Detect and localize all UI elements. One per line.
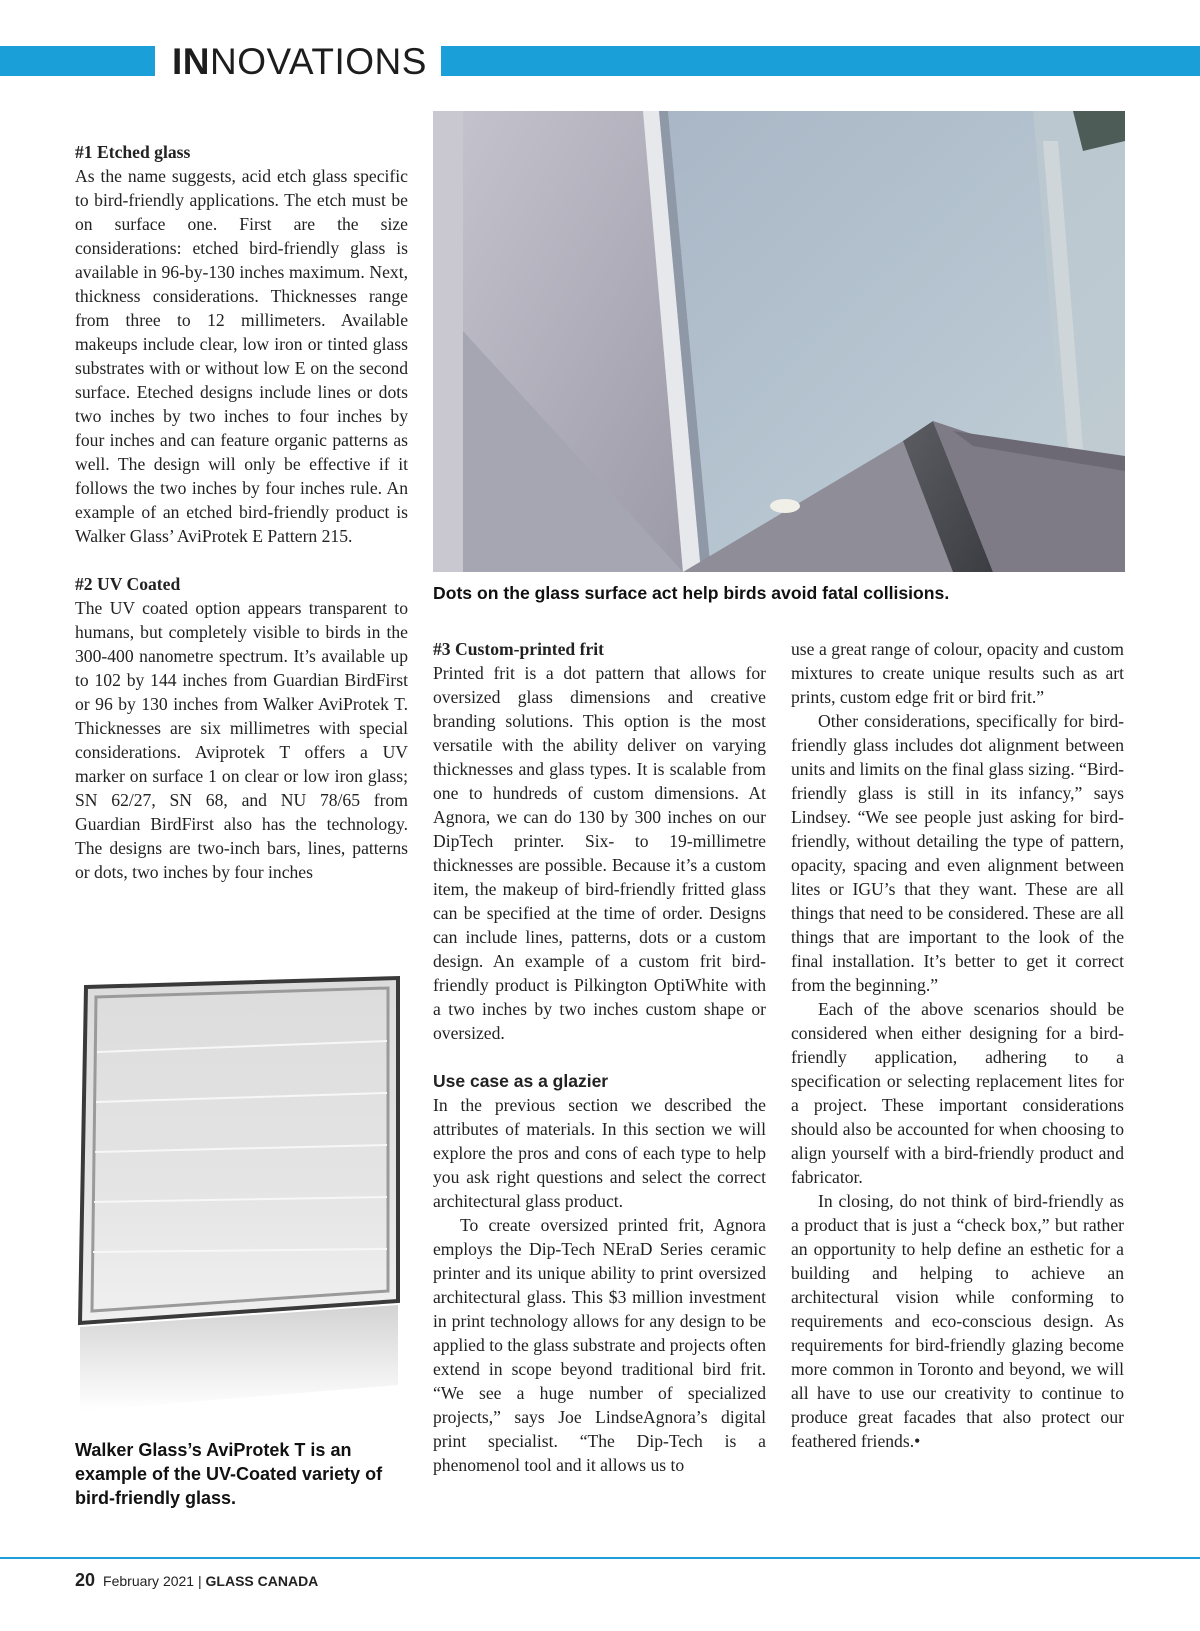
page-footer [75,1570,318,1591]
paragraph-col3-2: Other considerations, specifically for bird-friendly glass includes dot alignment between units and limits on the final glass sizing. “Bird-friendly glass is still in its infancy,” says Lindsey. “We see people just asking for bird-friendly, without detailing the type of pattern, opacity, spacing and even alignment between lites or IGU’s that they want. These are all things that need to be considered. These are all things that are important to the look of the final installation. It’s better to get it correct from the beginning.” [791,711,1124,995]
paragraph-col3-1: use a great range of colour, opacity and custom mixtures to create unique results such as art prints, custom edge frit or bird frit.” [791,639,1124,707]
paragraph-use-case-1: In the previous section we described the attributes of materials. In this section we will explore the pros and cons of each type to help you ask right questions and select the correct architectural glass product. [433,1095,766,1211]
glass-pane-illustration [72,975,407,1411]
paragraph-col3-4: In closing, do not think of bird-friendly as a product that is just a “check box,” but rather an opportunity to help define an esthetic for a building and helping to achieve an architectural vision while conforming to requirements and eco-conscious design. As requirements for bird-friendly glazing become more common in Toronto and beyond, we will all have to use our creativity to continue to produce great facades that also protect our feathered friends.• [791,1191,1124,1451]
heading-uv-coated: #2 UV Coated [75,574,181,594]
magazine-name: GLASS CANADA [205,1573,319,1589]
heading-use-case-glazier: Use case as a glazier [433,1071,609,1091]
section-title [172,40,427,84]
heading-custom-printed-frit: #3 Custom-printed frit [433,639,605,659]
glass-pane-photo [72,975,407,1411]
section-title-bold: IN [172,41,210,82]
building-facade-photo [433,111,1125,572]
paragraph-col3-3: Each of the above scenarios should be considered when either designing for a bird-friendly application, adhering to a specification or selecting replacement lites for a project. These important considerations should also be accounted for when choosing to align yourself with a bird-friendly product and fabricator. [791,999,1124,1187]
footer-rule [0,1557,1200,1559]
header-accent-bar-right [441,46,1200,76]
paragraph-uv-coated: The UV coated option appears transparent to humans, but completely visible to birds in the 300-400 nanometre spectrum. It’s available up to 102 by 144 inches from Guardian BirdFirst or 96 by 130 inches from Walker AviProtek T. Thicknesses are six millimetres with special considerations. Aviprotek T offers a UV marker on surface 1 on clear or low iron glass; SN 62/27, SN 68, and NU 78/65 from Guardian BirdFirst also has the technology. The designs are two-inch bars, lines, patterns or dots, two inches by four inches [75,598,408,882]
article-column-2 [433,637,766,1477]
section-title-rest: NOVATIONS [210,41,427,82]
facade-illustration [433,111,1125,572]
caption-top-photo: Dots on the glass surface act help birds avoid fatal collisions. [433,583,950,603]
paragraph-etched-glass: As the name suggests, acid etch glass specific to bird-friendly applications. The etch must be on surface one. First are the size considerations: etched bird-friendly glass is available in 96-by-130 inches maximum. Next, thickness considerations. Thicknesses range from three to 12 millimeters. Available makeups include clear, low iron or tinted glass substrates with or without low E on the second surface. Eteched designs include lines or dots two inches by two inches to four inches by four inches and can feature organic patterns as well. The design will only be effective if it follows the two inches by four inches rule. An example of an etched bird-friendly product is Walker Glass’ AviProtek E Pattern 215. [75,166,408,546]
header-accent-bar-left [0,46,155,76]
paragraph-custom-printed-frit: Printed frit is a dot pattern that allows for oversized glass dimensions and creative branding solutions. This option is the most versatile with the ability deliver on varying thicknesses and glass types. It is scalable from one to hundreds of custom dimensions. At Agnora, we can do 130 by 300 inches on our DipTech printer. Six- to 19-millimetre thicknesses are possible. Because it’s a custom item, the makeup of bird-friendly fritted glass can be specified at the time of order. Designs can include lines, patterns, dots or a custom design. An example of a custom frit bird-friendly product is Pilkington OptiWhite with a two inches by two inches custom shape or oversized. [433,663,766,1043]
paragraph-use-case-2: To create oversized printed frit, Agnora employs the Dip-Tech NEraD Series ceramic printer and its unique ability to print oversized architectural glass. This $3 million investment in print technology allows for any design to be applied to the glass substrate and projects often extend in scope beyond traditional bird frit. “We see a huge number of specialized projects,” says Joe LindseAgnora’s digital print specialist. “The Dip-Tech is a phenomenol tool and it allows us to [433,1215,766,1475]
page-number: 20 [75,1570,96,1590]
caption-glass-photo: Walker Glass’s AviProtek T is an example of the UV-Coated variety of bird-friendly glass. [75,1440,383,1508]
heading-etched-glass: #1 Etched glass [75,142,191,162]
article-column-1 [75,140,408,884]
article-column-3 [791,637,1124,1453]
issue-date: February 2021 | [103,1573,206,1589]
